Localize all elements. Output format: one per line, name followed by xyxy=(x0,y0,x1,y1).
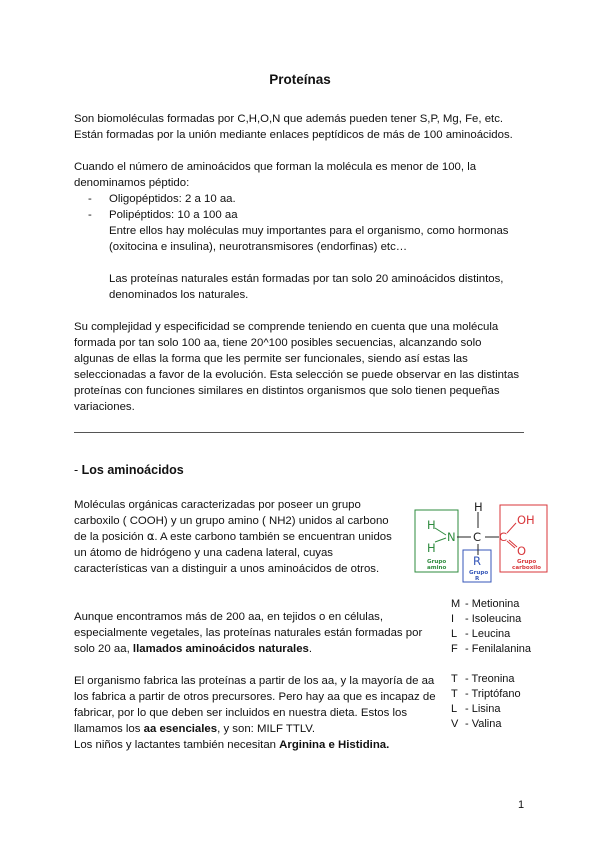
atom-o: O xyxy=(517,544,527,558)
essential-aa-text: El organismo fabrica las proteínas a partir de los aa, y la mayoría de aa los fabrica a partir de otros precursores. Pero hay aa que es incapaz de fabricar, por lo que deben ser incluidos en nuestra dieta. Estos los llamamos los xyxy=(74,675,436,735)
aa-letter: T xyxy=(451,688,458,700)
aa-name: - Fenilalanina xyxy=(465,643,532,655)
aa-letter: T xyxy=(451,673,458,685)
bond-line xyxy=(435,538,446,542)
page-number: 1 xyxy=(518,799,525,811)
atom-r: R xyxy=(473,554,481,568)
aa-letter: M xyxy=(451,598,461,610)
aa-name: - Leucina xyxy=(465,628,511,640)
aa-name: - Metionina xyxy=(465,598,520,610)
alpha-symbol: ⍺ xyxy=(146,531,155,543)
list-item xyxy=(451,686,591,701)
aa-letter: I xyxy=(451,613,455,625)
aa-letter: F xyxy=(451,643,458,655)
list-item xyxy=(451,716,591,731)
aa-name: - Isoleucina xyxy=(465,613,522,625)
list-item xyxy=(451,611,591,626)
aa-letter: L xyxy=(451,703,458,715)
intro-paragraph: Son biomoléculas formadas por C,H,O,N que además pueden tener S,P, Mg, Fe, etc. Están formadas por la unión mediante enlaces peptídicos de más de 100 aminoácidos. xyxy=(74,113,513,141)
aa-name: - Lisina xyxy=(465,703,501,715)
essential-aminoacids-list xyxy=(451,596,591,731)
carboxyl-label: Grupo xyxy=(517,559,537,565)
examples-text: Entre ellos hay moléculas muy importantes para el organismo, como hormonas (oxitocina e insulina), neurotransmisores (endorfinas) etc… xyxy=(109,225,509,253)
aa-letter: L xyxy=(451,628,458,640)
r-label: Grupo xyxy=(469,570,489,576)
children-text: Los niños y lactantes también necesitan xyxy=(74,739,280,751)
aa-letter: V xyxy=(451,718,459,730)
page-title: Proteínas xyxy=(269,72,331,87)
section-divider xyxy=(74,432,524,433)
list-item xyxy=(451,596,591,611)
aa-name: - Treonina xyxy=(465,673,515,685)
list-item: - Oligopéptidos: 2 a 10 aa. xyxy=(88,191,508,207)
amino-label: Grupo xyxy=(427,559,447,565)
aa-name: - Triptófano xyxy=(465,688,521,700)
peptide-paragraph: Cuando el número de aminoácidos que forman la molécula es menor de 100, la denominamos péptido: xyxy=(74,161,477,189)
atom-h: H xyxy=(427,541,436,555)
bond-line xyxy=(435,528,446,535)
natural-aa-bold: llamados aminoácidos naturales xyxy=(132,643,309,655)
section-heading xyxy=(74,462,184,478)
essential-aa-paragraph xyxy=(74,673,440,753)
definition-text: Moléculas orgánicas caracterizadas por poseer un grupo carboxilo ( COOH) y un grupo amino ( NH2) unidos al carbono de la posición xyxy=(74,499,389,543)
heading-text: Los aminoácidos xyxy=(81,463,184,477)
aminoacid-structure-diagram xyxy=(413,500,553,585)
natural-aa-text: Aunque encontramos más de 200 aa, en tejidos o en células, especialmente vegetales, las proteínas naturales están formadas por solo 20 aa, xyxy=(74,611,423,655)
atom-oh: OH xyxy=(517,513,535,527)
list-item: - Polipéptidos: 10 a 100 aa xyxy=(88,207,508,223)
atom-h: H xyxy=(427,518,436,532)
aa-name: - Valina xyxy=(465,718,502,730)
essential-aa-end: , y son: MILF TTLV. xyxy=(217,723,316,735)
natural-aa-paragraph xyxy=(74,609,432,657)
essential-aa-bold: aa esenciales xyxy=(143,723,218,735)
list-item xyxy=(451,671,591,686)
amino-label: amino xyxy=(427,565,447,571)
heading-dash: - xyxy=(74,463,79,477)
natural-aa-end: . xyxy=(308,643,313,655)
atom-h: H xyxy=(474,500,483,514)
r-label: R xyxy=(475,576,480,582)
definition-text-end: . A este carbono también se encuentran unidos un átomo de hidrógeno y una cadena lateral, cuyas características van a distinguir a unos aminoácidos de otros. xyxy=(74,531,392,575)
carboxyl-label: carboxilo xyxy=(512,565,541,571)
aminoacid-definition xyxy=(74,497,396,577)
list-item xyxy=(451,701,591,716)
natural-proteins-text: Las proteínas naturales están formadas por tan solo 20 aminoácidos distintos, denominados los naturales. xyxy=(109,273,504,301)
complexity-paragraph: Su complejidad y especificidad se comprende teniendo en cuenta que una molécula formada por tan solo 100 aa, tiene 20^100 posibles secuencias, alcanzando solo algunas de ellas la forma que les permite ser funcionales, siendo así estas las seleccionadas a favor de la evolución. Esta selección se puede observar en las distintas proteínas con funciones similares en distintos organismos que solo tienen pequeñas variaciones. xyxy=(74,321,520,413)
atom-c: C xyxy=(473,530,482,544)
list-item xyxy=(451,626,591,641)
bond-line xyxy=(507,523,516,533)
atom-c: C xyxy=(499,530,508,544)
peptide-list xyxy=(88,191,508,223)
atom-n: N xyxy=(447,530,456,544)
list-item xyxy=(451,641,591,656)
children-bold: Arginina e Histidina. xyxy=(279,739,390,751)
